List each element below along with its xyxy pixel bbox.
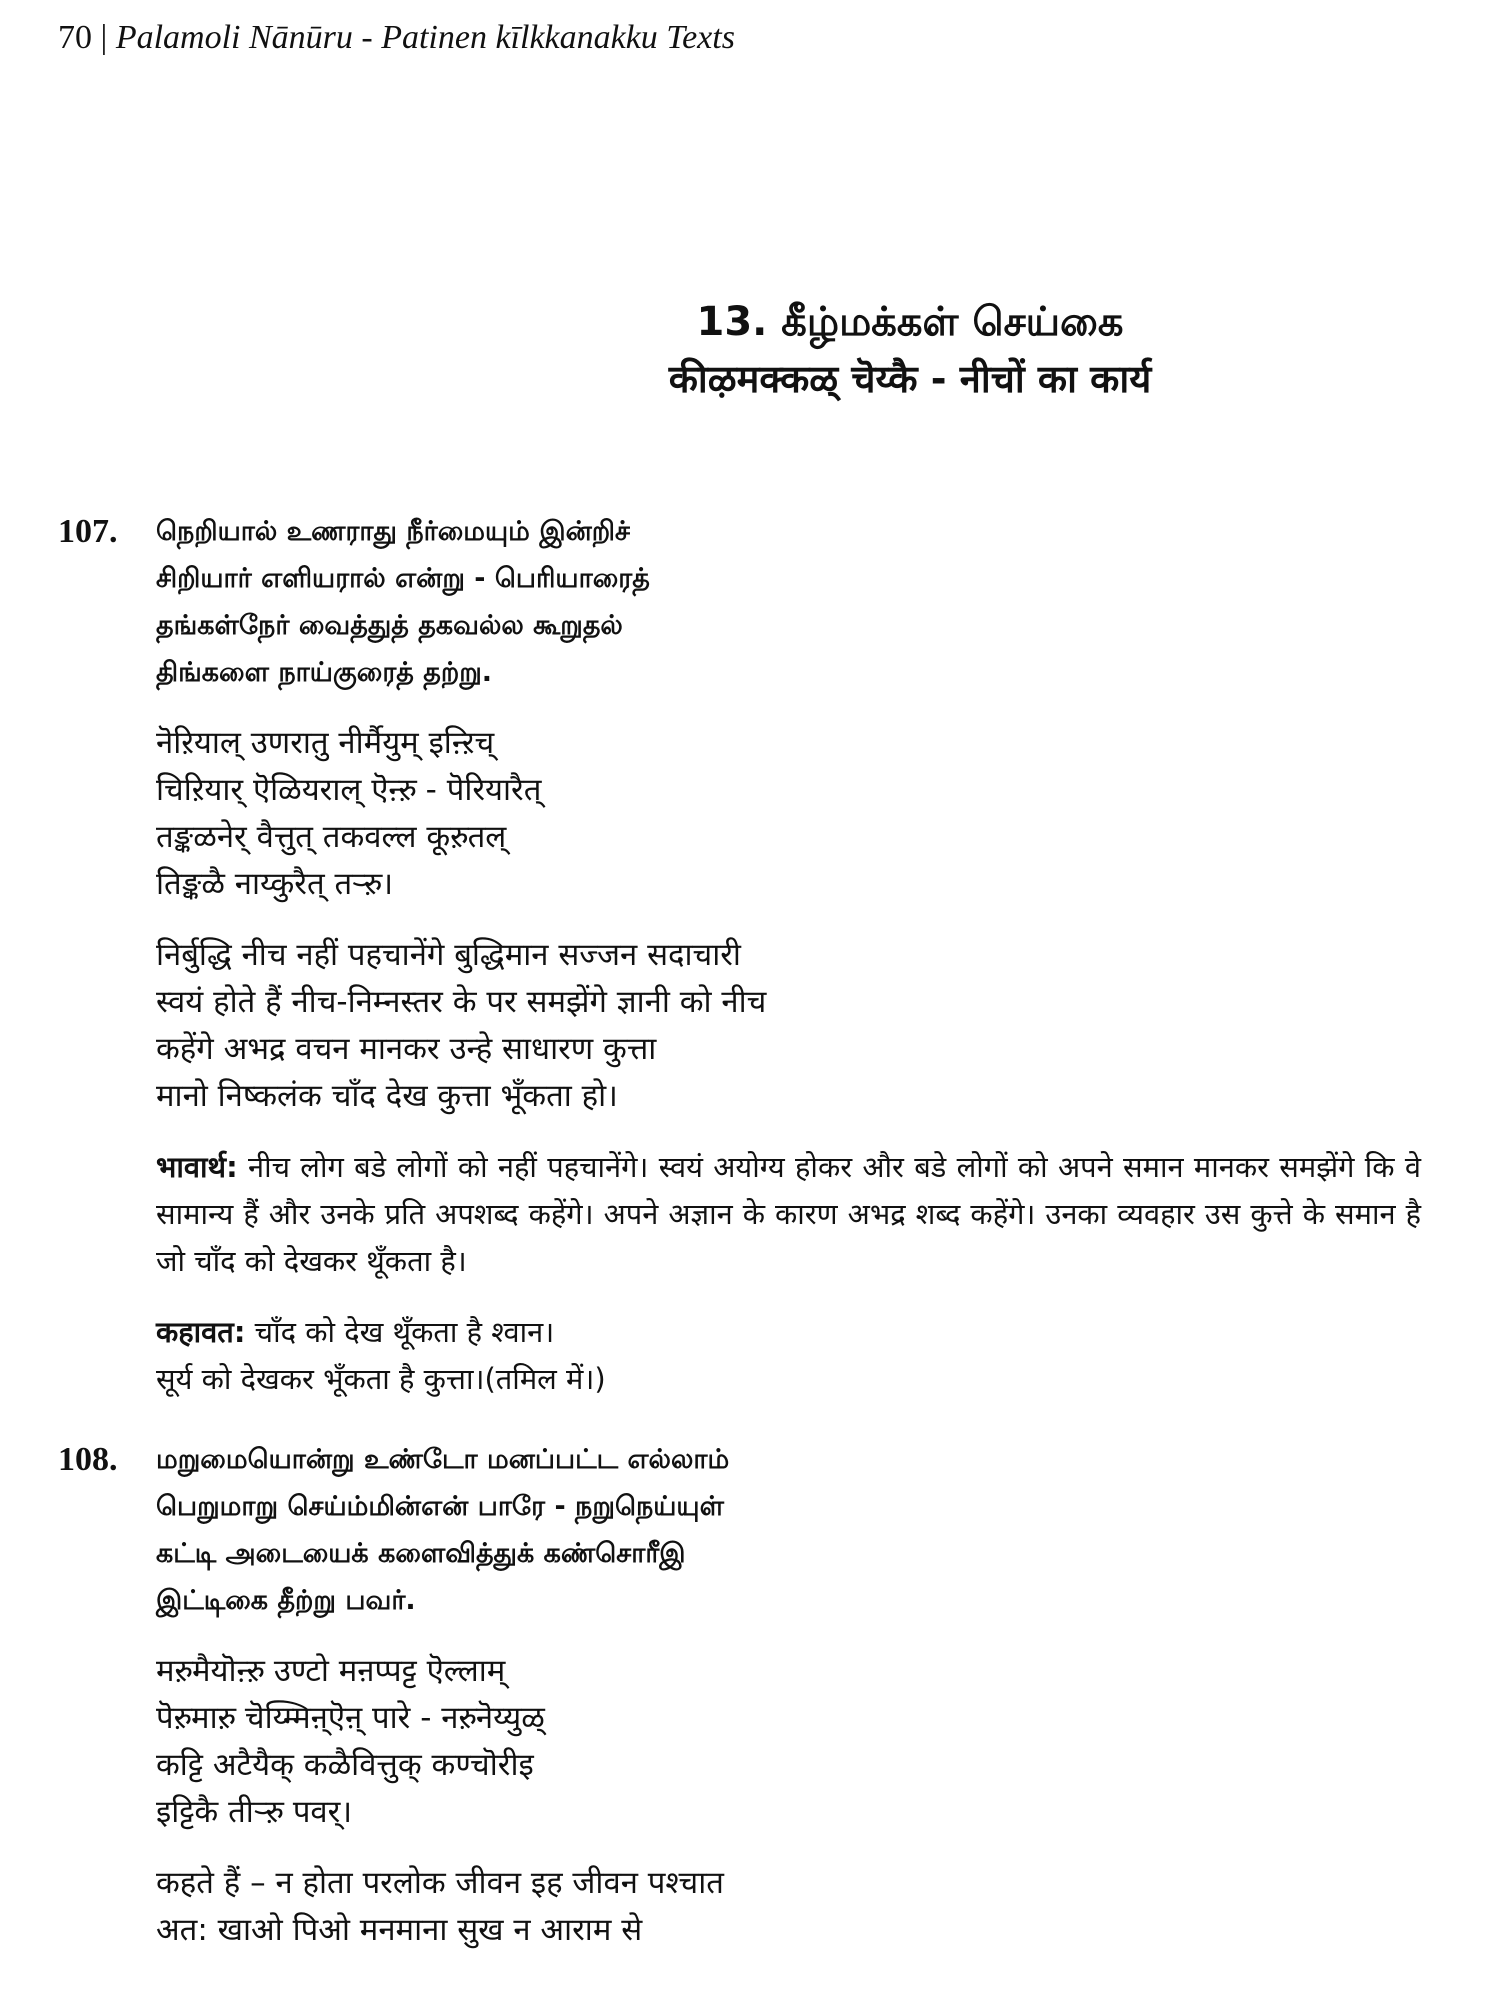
- transliteration-line: मऱुमैयॊऩ्ऱु उण्टो मऩप्पट्ट ऎल्लाम्: [156, 1653, 506, 1689]
- transliteration-line: कट्टि अटैयैक् कळैवित्तुक् कण्चॊरीइ: [156, 1747, 534, 1783]
- hindi-line: स्वयं होते हैं नीच-निम्नस्तर के पर समझेंगे ज्ञानी को नीच: [156, 984, 767, 1020]
- verse-number: 107.: [58, 513, 118, 550]
- verse-108: [58, 1436, 1458, 1954]
- tamil-line: நெறியால் உணராது நீர்மையும் இன்றிச்: [156, 516, 630, 547]
- tamil-line: கட்டி அடையைக் களைவித்துக் கண்சொரீஇ: [156, 1538, 686, 1569]
- tamil-line: பெறுமாறு செய்ம்மின்என் பாரே - நறுநெய்யுள்: [156, 1491, 724, 1522]
- hindi-line: मानो निष्कलंक चाँद देख कुत्ता भूँकता हो।: [156, 1078, 618, 1114]
- hindi-line: निर्बुद्धि नीच नहीं पहचानेंगे बुद्धिमान सज्जन सदाचारी: [156, 937, 741, 973]
- tamil-line: மறுமையொன்று உண்டோ மனப்பட்ட எல்லாம்: [156, 1444, 730, 1475]
- transliteration-line: तङ्कळनेर् वैत्तुत् तकवल्ल कूऱुतल्: [156, 819, 507, 855]
- meaning-text: नीच लोग बडे लोगों को नहीं पहचानेंगे। स्वयं अयोग्य होकर और बडे लोगों को अपने समान मानकर समझेंगे कि वे सामान्य हैं और उनके प्रति अपशब्द कहेंगे। अपने अज्ञान के कारण अभद्र शब्द कहेंगे। उनका व्यवहार उस कुत्ते के समान है जो चाँद को देखकर थूँकता है।: [156, 1150, 1421, 1278]
- transliteration-line: इट्टिकै तीऱ्ऱु पवर्।: [156, 1794, 353, 1830]
- meaning-label: भावार्थ:: [156, 1150, 238, 1184]
- running-header: [58, 18, 735, 58]
- verse-107: [58, 508, 1458, 1403]
- hindi-line: कहेंगे अभद्र वचन मानकर उन्हे साधारण कुत्ता: [156, 1031, 657, 1067]
- tamil-line: இட்டிகை தீற்று பவர்.: [156, 1585, 416, 1616]
- page-number: 70 |: [58, 19, 108, 56]
- transliteration: [156, 720, 1458, 908]
- proverb-label: कहावत:: [156, 1315, 246, 1349]
- chapter-title-tamil: 13. கீழ்மக்கள் செய்கை: [696, 299, 1124, 345]
- chapter-heading: [0, 294, 1500, 408]
- hindi-verse: [156, 1860, 1458, 1954]
- proverb-line: चाँद को देख थूँकता है श्वान।: [254, 1315, 555, 1349]
- meaning-paragraph: [156, 1144, 1421, 1285]
- transliteration-line: नॆऱियाल् उणरातु नीर्मैयुम् इऩ्ऱिच्: [156, 725, 495, 761]
- proverb-line: सूर्य को देखकर भूँकता है कुत्ता।(तमिल में।): [156, 1362, 606, 1396]
- transliteration-line: तिङ्कळै नाय्कुरैत् तऱ्ऱु।: [156, 866, 394, 902]
- tamil-verse: [156, 1436, 1458, 1624]
- proverb-paragraph: [156, 1309, 1421, 1403]
- verse-number: 108.: [58, 1441, 118, 1478]
- hindi-line: अत: खाओ पिओ मनमाना सुख न आराम से: [156, 1912, 643, 1948]
- hindi-verse: [156, 932, 1458, 1120]
- transliteration: [156, 1648, 1458, 1836]
- chapter-title-devanagari: कीऴमक्कळ् चॆय्कै - नीचों का कार्य: [668, 357, 1152, 401]
- tamil-verse: [156, 508, 1458, 696]
- tamil-line: திங்களை நாய்குரைத் தற்று.: [156, 657, 493, 688]
- transliteration-line: पॆऱुमाऱु चॆय्म्मिऩ्ऎऩ् पारे - नऱुनॆय्युळ्: [156, 1700, 545, 1736]
- tamil-line: தங்கள்நேர் வைத்துத் தகவல்ல கூறுதல்: [156, 610, 623, 641]
- transliteration-line: चिऱियार् ऎळियराल् ऎऩ्ऱु - पॆरियारैत्: [156, 772, 542, 808]
- book-title: Palamoli Nānūru - Patinen kīlkkanakku Texts: [115, 19, 735, 56]
- tamil-line: சிறியார் எளியரால் என்று - பெரியாரைத்: [156, 563, 650, 594]
- hindi-line: कहते हैं – न होता परलोक जीवन इह जीवन पश्चात: [156, 1865, 724, 1901]
